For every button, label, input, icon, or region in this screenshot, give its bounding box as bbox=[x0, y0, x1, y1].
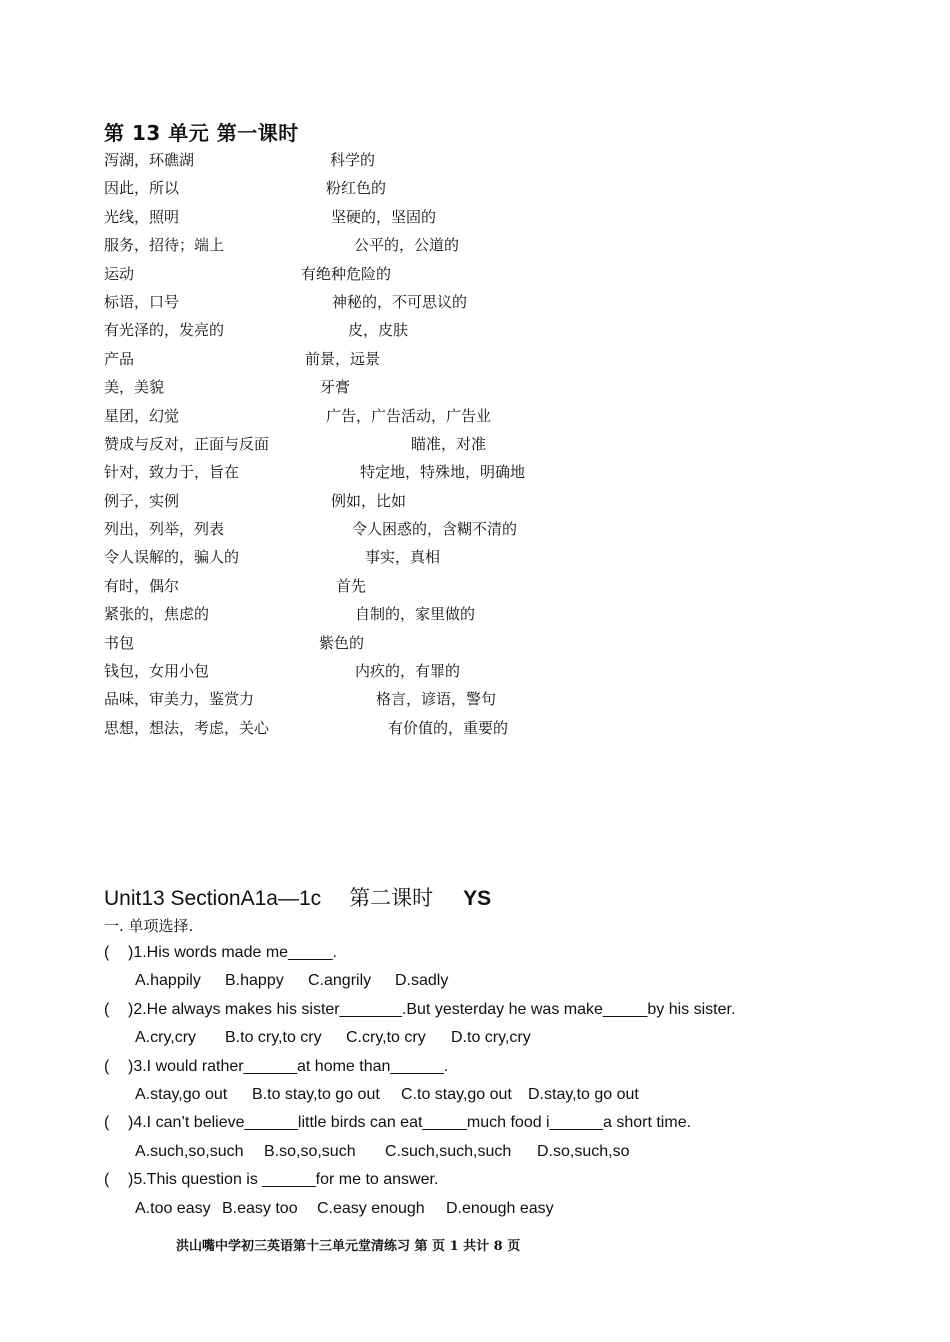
vocab-left: 针对，致力于，旨在 bbox=[104, 463, 240, 482]
option-a: A.too easy bbox=[135, 1199, 211, 1217]
lesson1-title: 第 13 单元 第一课时 bbox=[104, 121, 299, 145]
vocab-row bbox=[104, 372, 704, 400]
vocab-left: 因此，所以 bbox=[104, 179, 180, 198]
option-d: D.sadly bbox=[395, 972, 449, 990]
answer-blank[interactable]: ( bbox=[104, 1000, 110, 1018]
option-d: D.so,such,so bbox=[537, 1142, 630, 1160]
vocab-left: 思想，想法，考虑，关心 bbox=[104, 718, 270, 737]
vocab-row bbox=[104, 542, 704, 570]
question-stem bbox=[104, 942, 804, 970]
question-text: )5.This question is ______for me to answer. bbox=[128, 1171, 439, 1189]
vocab-left: 有时，偶尔 bbox=[104, 576, 180, 595]
vocab-left: 例子，实例 bbox=[104, 491, 180, 510]
option-d: D.stay,to go out bbox=[528, 1085, 639, 1103]
vocab-right: 首先 bbox=[336, 576, 367, 595]
vocab-right: 神秘的，不可思议的 bbox=[332, 292, 468, 311]
vocab-right: 有绝种危险的 bbox=[301, 264, 392, 283]
vocab-right: 紫色的 bbox=[319, 633, 365, 652]
vocab-row bbox=[104, 173, 704, 201]
vocab-row bbox=[104, 713, 704, 741]
vocab-left: 赞成与反对，正面与反面 bbox=[104, 434, 270, 453]
vocab-right: 坚硬的，坚固的 bbox=[331, 207, 437, 226]
vocab-row bbox=[104, 429, 704, 457]
vocab-left: 标语，口号 bbox=[104, 292, 180, 311]
lesson2-title-tag: YS bbox=[463, 887, 492, 910]
vocab-right: 皮，皮肤 bbox=[348, 321, 409, 340]
option-d: D.enough easy bbox=[446, 1199, 554, 1217]
vocab-right: 有价值的，重要的 bbox=[388, 718, 509, 737]
vocab-left: 星团，幻觉 bbox=[104, 406, 180, 425]
vocab-row bbox=[104, 571, 704, 599]
vocab-row bbox=[104, 401, 704, 429]
question-options bbox=[104, 1141, 804, 1169]
question-text: )3.I would rather______at home than______. bbox=[128, 1057, 449, 1075]
lesson2-title bbox=[104, 882, 491, 912]
vocab-left: 品味，审美力，鉴赏力 bbox=[104, 690, 255, 709]
vocab-left: 有光泽的，发亮的 bbox=[104, 321, 225, 340]
vocab-left: 美，美貌 bbox=[104, 378, 165, 397]
question-stem bbox=[104, 1169, 804, 1197]
question-text: )1.His words made me_____. bbox=[128, 944, 337, 961]
vocab-row bbox=[104, 315, 704, 343]
option-b: B.to stay,to go out bbox=[252, 1085, 380, 1103]
vocab-row bbox=[104, 656, 704, 684]
vocab-row bbox=[104, 628, 704, 656]
vocab-left: 列出，列举，列表 bbox=[104, 520, 225, 539]
option-c: C.such,such,such bbox=[385, 1142, 512, 1160]
vocab-left: 泻湖，环礁湖 bbox=[104, 151, 195, 169]
vocab-right: 内疚的，有罪的 bbox=[355, 662, 461, 681]
option-c: C.to stay,go out bbox=[401, 1085, 512, 1103]
option-a: A.such,so,such bbox=[135, 1142, 244, 1160]
question-list bbox=[104, 942, 804, 1226]
question-options bbox=[104, 1027, 804, 1055]
answer-blank[interactable]: ( bbox=[104, 1114, 110, 1132]
option-b: B.happy bbox=[225, 972, 284, 990]
option-a: A.cry,cry bbox=[135, 1029, 197, 1047]
option-b: B.so,so,such bbox=[264, 1142, 356, 1160]
vocab-row bbox=[104, 514, 704, 542]
option-c: C.angrily bbox=[308, 972, 372, 990]
vocab-row bbox=[104, 202, 704, 230]
vocab-right: 自制的，家里做的 bbox=[355, 605, 476, 624]
vocab-right: 特定地，特殊地，明确地 bbox=[360, 463, 526, 482]
option-a: A.happily bbox=[135, 972, 201, 990]
lesson2-title-period: 第二课时 bbox=[349, 886, 434, 910]
vocab-row bbox=[104, 599, 704, 627]
answer-blank[interactable]: ( bbox=[104, 944, 110, 961]
vocab-right: 例如，比如 bbox=[331, 491, 407, 510]
question-stem bbox=[104, 1112, 804, 1140]
section-heading: 一. 单项选择. bbox=[104, 917, 194, 935]
vocab-right: 科学的 bbox=[330, 151, 376, 169]
option-b: B.easy too bbox=[222, 1199, 298, 1217]
question-text: )4.I can’t believe______little birds can eat_____much food i______a short time. bbox=[128, 1114, 692, 1132]
vocab-left: 紧张的，焦虑的 bbox=[104, 605, 210, 624]
lesson2-title-unit: Unit13 SectionA1a—1c bbox=[104, 887, 322, 910]
vocab-row bbox=[104, 230, 704, 258]
vocab-left: 钱包，女用小包 bbox=[104, 662, 210, 681]
vocab-right: 公平的，公道的 bbox=[354, 236, 460, 255]
vocab-row bbox=[104, 684, 704, 712]
question-options bbox=[104, 970, 804, 998]
vocab-right: 格言，谚语，警句 bbox=[376, 690, 497, 709]
vocab-list bbox=[104, 145, 704, 741]
question-text: )2.He always makes his sister_______.But yesterday he was make_____by his sister. bbox=[128, 1000, 736, 1018]
vocab-left: 服务，招待；端上 bbox=[104, 236, 225, 255]
answer-blank[interactable]: ( bbox=[104, 1057, 110, 1075]
answer-blank[interactable]: ( bbox=[104, 1171, 110, 1189]
vocab-right: 事实，真相 bbox=[365, 548, 441, 567]
question-stem bbox=[104, 999, 804, 1027]
vocab-row bbox=[104, 344, 704, 372]
page-footer: 洪山嘴中学初三英语第十三单元堂清练习 第 页 1 共计 8 页 bbox=[176, 1239, 521, 1254]
vocab-left: 运动 bbox=[104, 264, 135, 283]
option-d: D.to cry,cry bbox=[451, 1029, 531, 1047]
vocab-row bbox=[104, 259, 704, 287]
vocab-right: 令人困惑的，含糊不清的 bbox=[352, 520, 518, 539]
vocab-row bbox=[104, 145, 704, 173]
vocab-right: 牙膏 bbox=[320, 378, 351, 397]
question-options bbox=[104, 1084, 804, 1112]
vocab-row bbox=[104, 287, 704, 315]
vocab-left: 产品 bbox=[104, 349, 135, 368]
vocab-row bbox=[104, 457, 704, 485]
question-stem bbox=[104, 1056, 804, 1084]
vocab-left: 令人误解的，骗人的 bbox=[104, 548, 240, 567]
vocab-right: 粉红色的 bbox=[326, 179, 387, 198]
vocab-right: 广告，广告活动，广告业 bbox=[326, 406, 492, 425]
option-b: B.to cry,to cry bbox=[225, 1029, 322, 1047]
option-c: C.cry,to cry bbox=[346, 1029, 426, 1047]
vocab-left: 书包 bbox=[104, 633, 135, 652]
vocab-row bbox=[104, 486, 704, 514]
option-a: A.stay,go out bbox=[135, 1085, 228, 1103]
option-c: C.easy enough bbox=[317, 1199, 425, 1217]
question-options bbox=[104, 1198, 804, 1226]
vocab-left: 光线，照明 bbox=[104, 207, 180, 226]
vocab-right: 瞄准，对准 bbox=[411, 434, 487, 453]
vocab-right: 前景，远景 bbox=[305, 349, 381, 368]
